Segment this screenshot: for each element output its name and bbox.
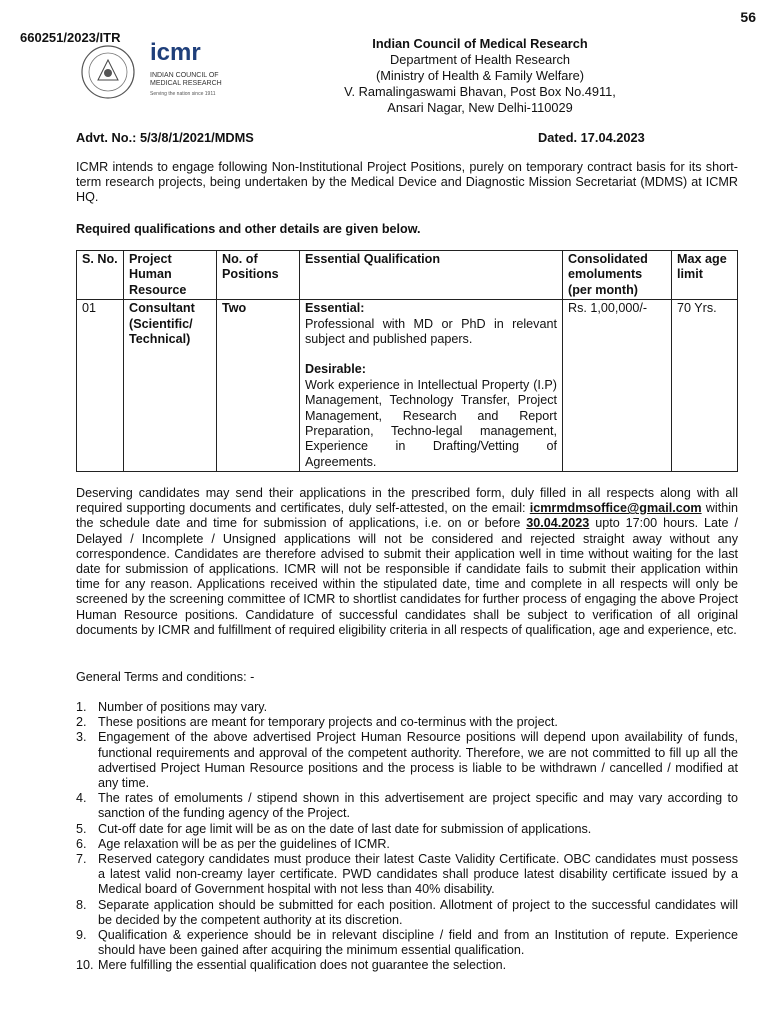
- list-item: [76, 837, 738, 852]
- term-number: 8.: [76, 897, 87, 912]
- header-sno: S. No.: [77, 251, 124, 300]
- header-emoluments: Consolidated emoluments (per month): [563, 251, 672, 300]
- deadline-date: 30.04.2023: [526, 516, 590, 531]
- term-text: Mere fulfilling the essential qualification does not guarantee the selection.: [98, 958, 507, 973]
- essential-text: Professional with MD or PhD in relevant subject and published papers.: [305, 316, 557, 347]
- org-address-2: Ansari Nagar, New Delhi-110029: [387, 100, 573, 115]
- org-address-1: V. Ramalingaswami Bhavan, Post Box No.4911,: [344, 84, 616, 99]
- cell-age: 70 Yrs.: [672, 300, 738, 472]
- email-link[interactable]: icmrmdmsoffice@gmail.com: [529, 501, 702, 516]
- header-positions: No. of Positions: [217, 251, 300, 300]
- required-heading: Required qualifications and other details are given below.: [76, 222, 421, 236]
- header-resource: Project Human Resource: [124, 251, 217, 300]
- term-text: These positions are meant for temporary projects and co-terminus with the project.: [98, 715, 558, 730]
- file-number: 660251/2023/ITR: [20, 30, 121, 45]
- application-text-2: within the schedule date and time for submission of applications, i.e. on or before: [76, 501, 739, 531]
- logo-sub-line1: INDIAN COUNCIL OF: [150, 72, 219, 79]
- list-item: [76, 928, 738, 958]
- icmr-logo: [80, 40, 250, 106]
- logo-text: icmr: [150, 40, 201, 66]
- term-number: 1.: [76, 700, 87, 714]
- terms-heading: General Terms and conditions: -: [76, 670, 255, 684]
- term-text: Age relaxation will be as per the guidelines of ICMR.: [98, 836, 390, 851]
- term-number: 2.: [76, 715, 87, 730]
- logo-sub-line2: MEDICAL RESEARCH: [150, 80, 222, 87]
- org-dept: Department of Health Research: [390, 52, 570, 67]
- desirable-text: Work experience in Intellectual Property (I.P) Management, Technology Transfer, Project Management, Research and Report Preparation, Techno-legal management, Experience in Drafting/Vetting of Agreements.: [305, 377, 557, 469]
- header-qualification: Essential Qualification: [300, 251, 563, 300]
- term-text: Engagement of the above advertised Project Human Resource positions will depend upon availability of funds, functional requirements and approval of the competent authority. Therefore, we are not committed to fill up all the advertised Project Human Resource positions and the process is liable to be withdrawn / cancelled / modified at any time.: [98, 730, 738, 791]
- cell-sno: 01: [77, 300, 124, 472]
- term-number: 3.: [76, 730, 87, 745]
- logo-tagline: Serving the nation since 1911: [150, 91, 216, 97]
- list-item: [76, 898, 738, 928]
- term-text: The rates of emoluments / stipend shown in this advertisement are project specific and may vary according to sanction of the funding agency of the Project.: [98, 791, 738, 821]
- list-item: [76, 958, 738, 973]
- cell-qualification: [300, 300, 563, 472]
- term-text: Reserved category candidates must produce their latest Caste Validity Certificate. OBC candidates must possess a latest valid non-creamy layer certificate. PWD candidates shall produce latest disability certificate issued by a Medical board of Government hospital with not less than 40% disability.: [98, 852, 738, 897]
- term-number: 10.: [76, 958, 94, 973]
- org-name: Indian Council of Medical Research: [372, 36, 588, 51]
- header-age: Max age limit: [672, 251, 738, 300]
- advt-number: Advt. No.: 5/3/8/1/2021/MDMS: [76, 130, 254, 145]
- page-number: 56: [740, 9, 756, 25]
- positions-table: [76, 250, 738, 472]
- table-header-row: [77, 251, 738, 300]
- org-header: [300, 36, 660, 116]
- list-item: [76, 791, 738, 821]
- term-text: Separate application should be submitted for each position. Allotment of project to the successful candidates will be decided by the competent authority at its discretion.: [98, 897, 738, 927]
- list-item: [76, 822, 738, 837]
- term-number: 7.: [76, 852, 87, 867]
- term-text: Number of positions may vary.: [98, 700, 268, 714]
- term-number: 6.: [76, 836, 87, 851]
- terms-list: [76, 700, 738, 974]
- desirable-label: Desirable:: [305, 362, 366, 377]
- cell-emoluments: Rs. 1,00,000/-: [563, 300, 672, 472]
- list-item: [76, 700, 738, 715]
- essential-label: Essential:: [305, 301, 365, 316]
- term-text: Qualification & experience should be in relevant discipline / field and from an Institution of repute. Experience should have been gained after acquiring the minimum essential qualification.: [98, 928, 738, 958]
- advt-date: Dated. 17.04.2023: [538, 130, 645, 145]
- term-number: 4.: [76, 791, 87, 806]
- list-item: [76, 730, 738, 791]
- icmr-emblem-icon: [80, 40, 250, 106]
- org-ministry: (Ministry of Health & Family Welfare): [375, 68, 585, 83]
- application-text-1: Deserving candidates may send their applications in the prescribed form, duly filled in all respects along with all required supporting documents and certificates, duly self-attested, on the email:: [76, 486, 738, 516]
- list-item: [76, 715, 738, 730]
- cell-resource: Consultant (Scientific/ Technical): [124, 300, 217, 472]
- table-row: [77, 300, 738, 472]
- application-text-3: upto 17:00 hours. Late / Delayed / Incomplete / Unsigned applications will not be considered and rejected straight away without any correspondence. Candidates are therefore advised to submit their application well in time without waiting for the last date for submission of applications. ICMR will not be responsible if candidate fails to submit their application within time for any reason. Applications received within the stipulated date, time and complete in all respects will only be screened by the screening committee of ICMR to shortlist candidates for further process of engaging the above Project Human Resource positions. Candidature of successful candidates shall be subject to verification of all original documents by ICMR and fulfillment of required eligibility criteria in all respects of qualification, age and experience, etc.: [76, 516, 738, 637]
- list-item: [76, 852, 738, 898]
- application-paragraph: [76, 486, 738, 638]
- term-text: Cut-off date for age limit will be as on the date of last date for submission of applications.: [98, 821, 592, 836]
- term-number: 9.: [76, 928, 87, 943]
- intro-paragraph: ICMR intends to engage following Non-Institutional Project Positions, purely on temporary contract basis for its short-term research projects, being undertaken by the Medical Device and Diagnostic Mission Secretariat (MDMS) at ICMR HQ.: [76, 160, 738, 205]
- cell-positions: Two: [217, 300, 300, 472]
- term-number: 5.: [76, 821, 87, 836]
